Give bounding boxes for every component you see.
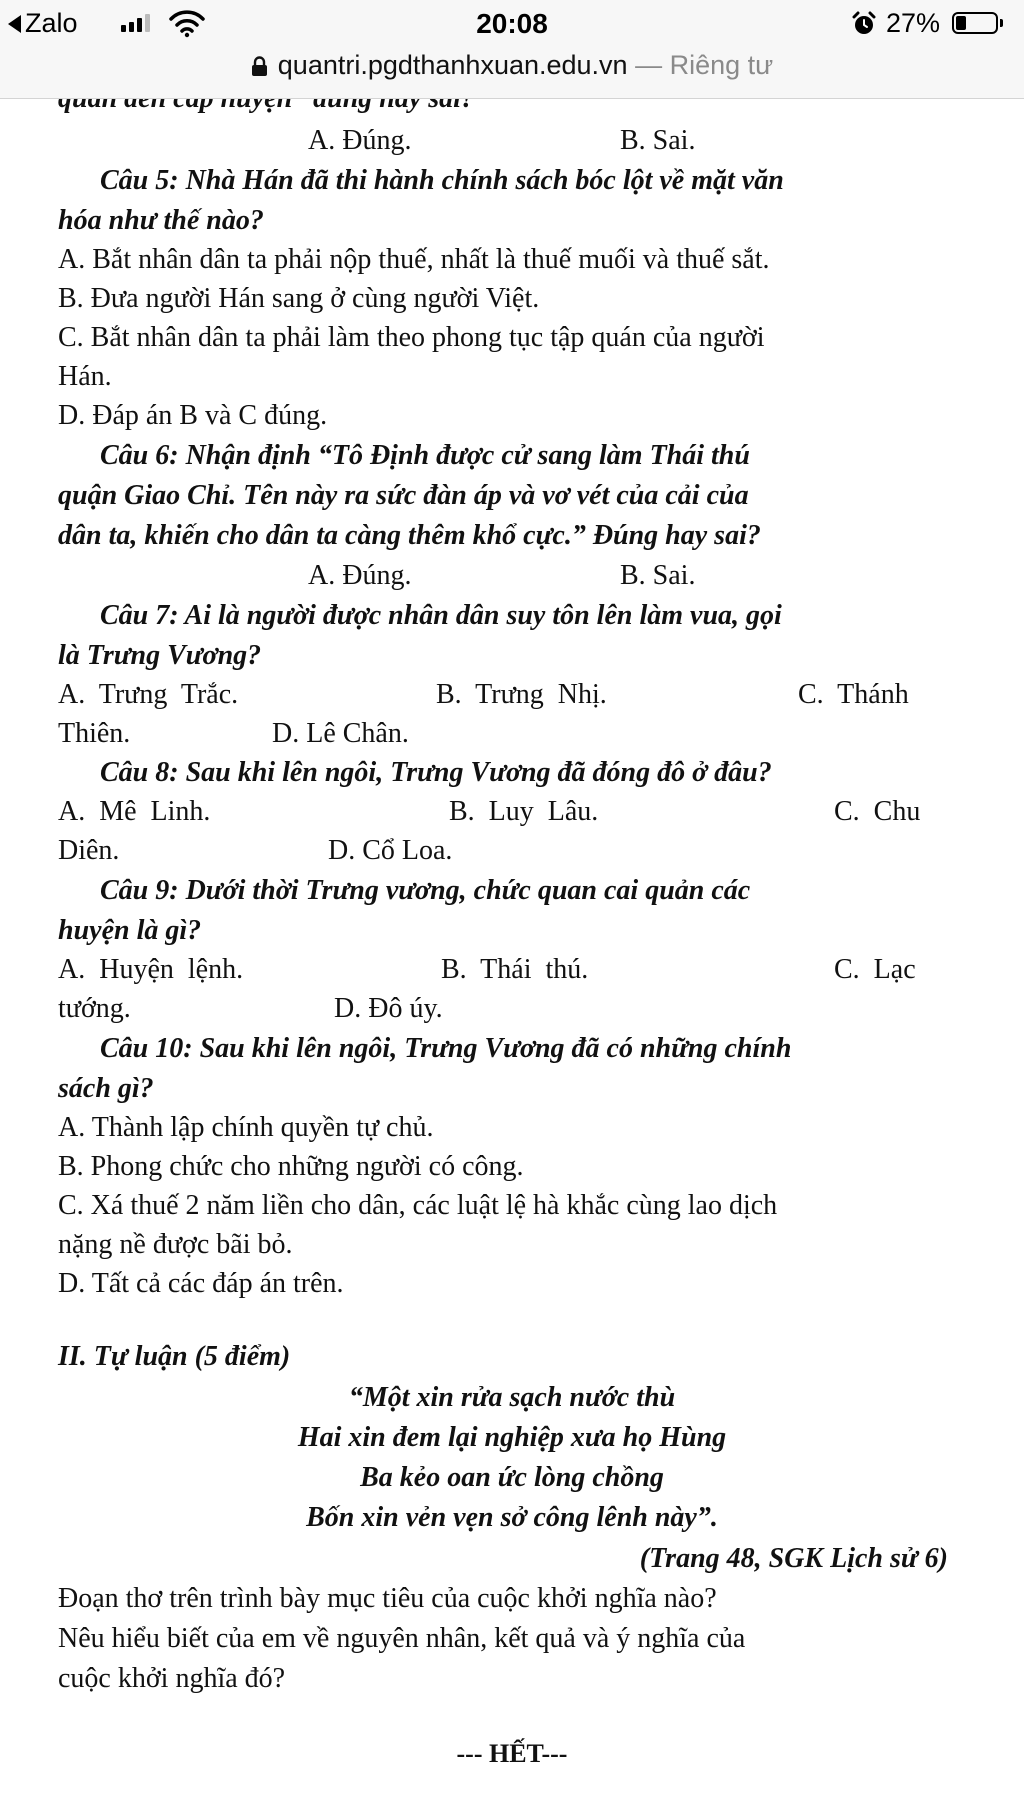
q8-option-b: B. Luy Lâu. <box>449 796 599 827</box>
q9-option-b: B. Thái thú. <box>441 954 589 985</box>
q7-question: Câu 7: Ai là người được nhân dân suy tôn lên làm vua, gọi <box>100 600 782 631</box>
q5-option-a: A. Bắt nhân dân ta phải nộp thuế, nhất là thuế muối và thuế sắt. <box>58 244 770 275</box>
q10-question-cont: sách gì? <box>58 1073 154 1104</box>
q10-option-b: B. Phong chức cho những người có công. <box>58 1151 524 1182</box>
poem-line-3: Ba kẻo oan ức lòng chồng <box>360 1462 664 1493</box>
q10-option-c-cont: nặng nề được bãi bỏ. <box>58 1229 293 1260</box>
q9-question: Câu 9: Dưới thời Trưng vương, chức quan cai quản các <box>100 875 751 906</box>
q7-option-c-cont: Thiên. <box>58 718 131 749</box>
clock: 20:08 <box>476 8 548 39</box>
battery-level-fill <box>956 16 966 30</box>
q9-option-c-cont: tướng. <box>58 993 131 1024</box>
q6-question: Câu 6: Nhận định “Tô Định được cử sang làm Thái thú <box>100 440 750 471</box>
q10-question: Câu 10: Sau khi lên ngôi, Trưng Vương đã có những chính <box>100 1033 792 1064</box>
q5-option-c: C. Bắt nhân dân ta phải làm theo phong tục tập quán của người <box>58 322 765 353</box>
q8-option-d: D. Cổ Loa. <box>328 835 453 866</box>
q5-question: Câu 5: Nhà Hán đã thi hành chính sách bóc lột về mặt văn <box>100 165 784 196</box>
essay-task-cont2: cuộc khởi nghĩa đó? <box>58 1663 286 1694</box>
poem-line-4: Bốn xin vẻn vẹn sở công lênh này”. <box>306 1502 718 1533</box>
q4-option-a: A. Đúng. <box>308 125 412 156</box>
q5-option-b: B. Đưa người Hán sang ở cùng người Việt. <box>58 283 540 314</box>
q6-option-b: B. Sai. <box>620 560 696 591</box>
q9-option-c: C. Lạc <box>834 954 916 985</box>
q6-option-a: A. Đúng. <box>308 560 412 591</box>
poem-line-1: “Một xin rửa sạch nước thù <box>348 1382 676 1413</box>
q10-option-d: D. Tất cả các đáp án trên. <box>58 1268 344 1299</box>
alarm-icon <box>851 11 877 37</box>
url-domain: quantri.pgdthanhxuan.edu.vn <box>277 50 628 80</box>
essay-task: Đoạn thơ trên trình bày mục tiêu của cuộc khởi nghĩa nào? <box>58 1583 717 1614</box>
q5-question-cont: hóa như thế nào? <box>58 205 264 236</box>
q9-question-cont: huyện là gì? <box>58 915 202 946</box>
battery-cap <box>1000 19 1003 27</box>
private-mode-label: Riêng tư <box>669 50 774 80</box>
q8-option-c: C. Chu <box>834 796 921 827</box>
q7-option-a: A. Trưng Trắc. <box>58 679 239 710</box>
battery-percent: 27% <box>886 8 941 38</box>
q8-option-c-cont: Diên. <box>58 835 120 866</box>
poem-source: (Trang 48, SGK Lịch sử 6) <box>639 1543 948 1574</box>
battery-icon <box>952 12 998 34</box>
back-app-label: Zalo <box>25 8 78 38</box>
end-mark: --- HẾT--- <box>456 1739 568 1768</box>
poem-line-2: Hai xin đem lại nghiệp xưa họ Hùng <box>297 1422 727 1453</box>
q9-option-d: D. Đô úy. <box>334 993 443 1024</box>
q9-option-a: A. Huyện lệnh. <box>58 954 244 985</box>
q6-question-cont2: dân ta, khiến cho dân ta càng thêm khổ cực.” Đúng hay sai? <box>58 520 761 551</box>
q7-option-b: B. Trưng Nhị. <box>436 679 607 710</box>
address-bar[interactable] <box>0 50 1024 81</box>
q8-option-a: A. Mê Linh. <box>58 796 211 827</box>
q4-option-b: B. Sai. <box>620 125 696 156</box>
browser-chrome <box>0 0 1024 99</box>
q7-question-cont: là Trưng Vương? <box>58 640 262 671</box>
q5-option-d: D. Đáp án B và C đúng. <box>58 400 328 431</box>
q7-option-d: D. Lê Chân. <box>272 718 409 749</box>
q10-option-c: C. Xá thuế 2 năm liền cho dân, các luật lệ hà khắc cùng lao dịch <box>58 1190 778 1221</box>
q8-question: Câu 8: Sau khi lên ngôi, Trưng Vương đã đóng đô ở đâu? <box>100 757 772 788</box>
url-separator: — <box>627 50 670 80</box>
q6-question-cont: quận Giao Chỉ. Tên này ra sức đàn áp và vơ vét của cải của <box>58 480 749 511</box>
q10-option-a: A. Thành lập chính quyền tự chủ. <box>58 1112 434 1143</box>
part2-heading: II. Tự luận (5 điểm) <box>58 1341 291 1372</box>
q7-option-c: C. Thánh <box>798 679 909 710</box>
lock-icon <box>251 55 268 77</box>
essay-task-cont: Nêu hiểu biết của em về nguyên nhân, kết quả và ý nghĩa của <box>58 1623 746 1654</box>
q5-option-c-cont: Hán. <box>58 361 112 392</box>
